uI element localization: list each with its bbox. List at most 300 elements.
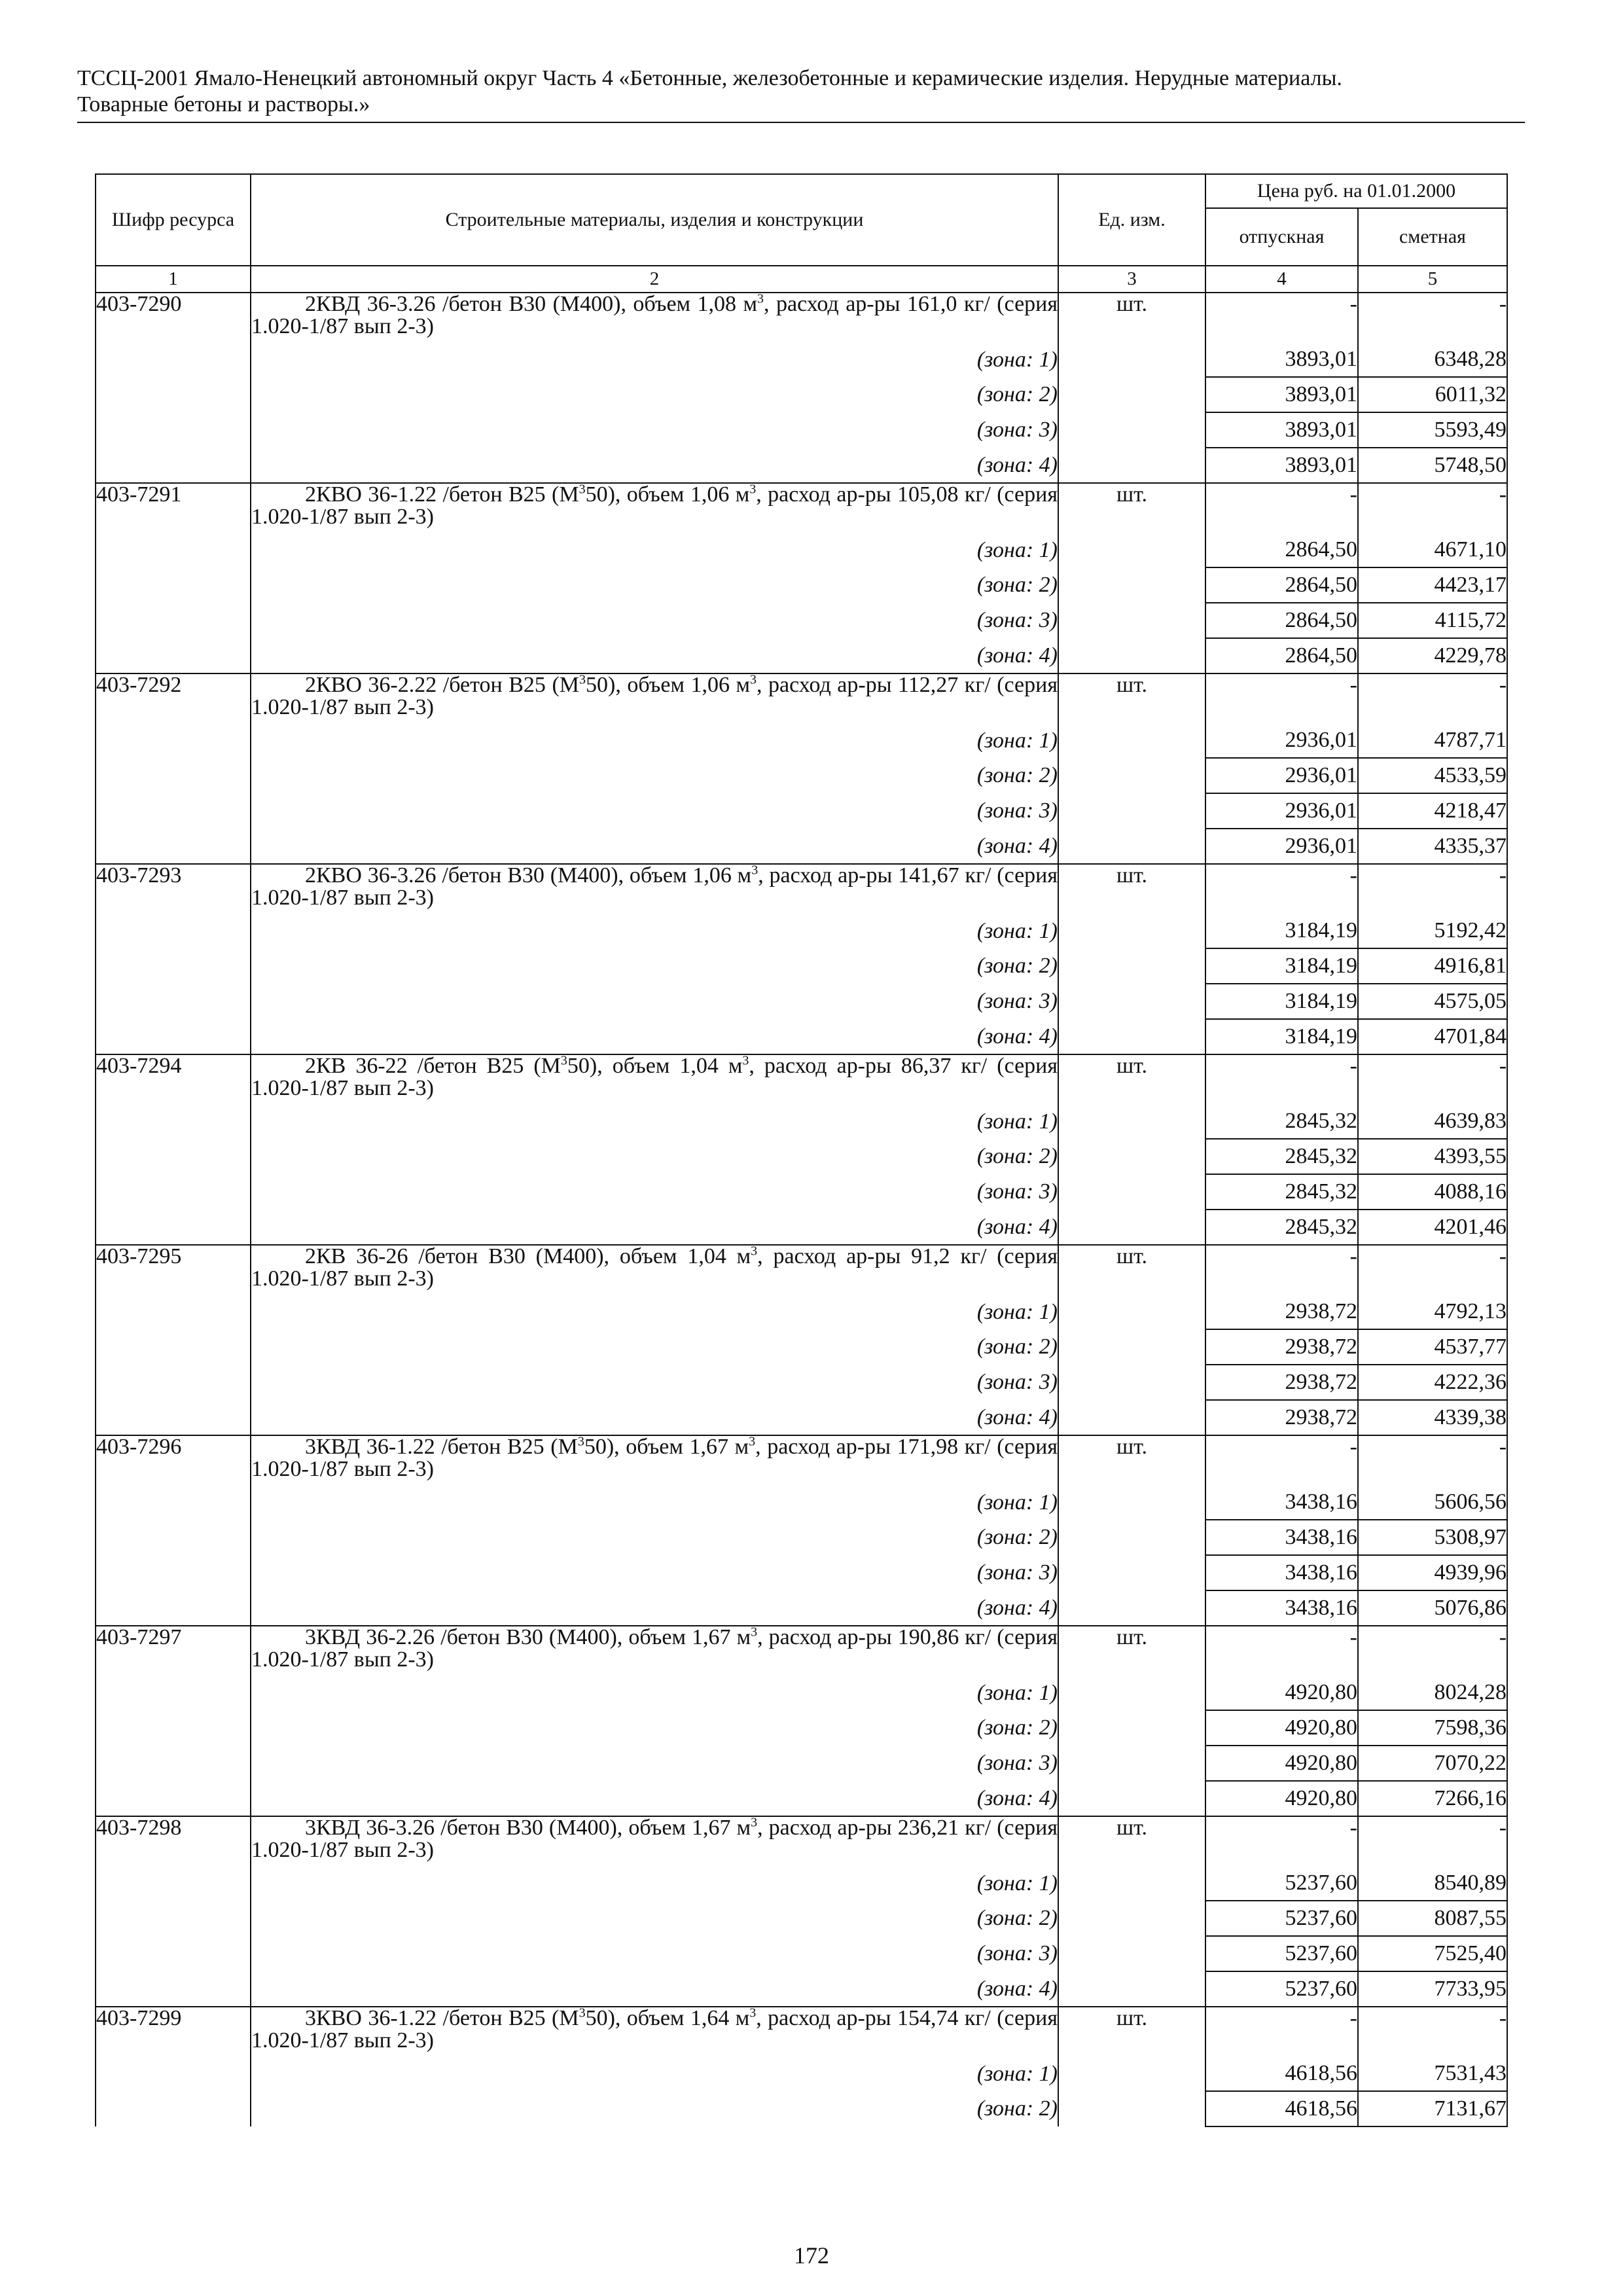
- header-estimate: сметная: [1358, 208, 1507, 266]
- unit-of-measure: шт.: [1058, 483, 1205, 533]
- release-price: 2845,32: [1205, 1174, 1358, 1210]
- zone-row: [96, 603, 1507, 638]
- column-number: 4: [1205, 266, 1358, 293]
- unit-of-measure: [1058, 1555, 1205, 1590]
- zone-label: (зона: 2): [251, 1329, 1058, 1365]
- release-price: 3184,19: [1205, 948, 1358, 984]
- estimate-price: 4701,84: [1358, 1019, 1507, 1054]
- estimate-price: -: [1358, 1816, 1507, 1866]
- material-name-part: 50), объем 1,06 м: [586, 673, 751, 697]
- resource-code: 403-7297: [96, 1626, 251, 1816]
- zone-row: [96, 412, 1507, 448]
- release-price: -: [1205, 1245, 1358, 1295]
- release-price: 4920,80: [1205, 1710, 1358, 1746]
- release-price: 4920,80: [1205, 1781, 1358, 1816]
- zone-label: (зона: 1): [251, 1295, 1058, 1329]
- release-price: 2936,01: [1205, 829, 1358, 864]
- zone-row: [96, 1866, 1507, 1901]
- material-name-part: 3КВО 36-1.22 /бетон В25 (М: [305, 2006, 579, 2030]
- unit-of-measure: [1058, 1866, 1205, 1901]
- material-name: [251, 1435, 1058, 1485]
- zone-row: [96, 533, 1507, 567]
- material-name-part: , расход ар-ры 161,0 кг/ (серия 1.020-1/87 вып 2-3): [251, 292, 1058, 338]
- estimate-price: 7131,67: [1358, 2091, 1507, 2126]
- release-price: 2845,32: [1205, 1210, 1358, 1245]
- estimate-price: 7525,40: [1358, 1936, 1507, 1971]
- zone-label: (зона: 4): [251, 829, 1058, 864]
- table-row: [96, 1054, 1507, 1104]
- zone-label: (зона: 3): [251, 1365, 1058, 1400]
- zone-row: [96, 1520, 1507, 1555]
- superscript: 3: [577, 1434, 584, 1449]
- estimate-price: -: [1358, 864, 1507, 914]
- material-name-part: 2КВО 36-3.26 /бетон В30 (М400), объем 1,06 м: [305, 863, 752, 888]
- resource-code: 403-7291: [96, 483, 251, 673]
- material-name-part: 3КВД 36-2.26 /бетон В30 (М400), объем 1,67 м: [305, 1625, 751, 1649]
- release-price: 3184,19: [1205, 1019, 1358, 1054]
- zone-row: [96, 914, 1507, 948]
- unit-of-measure: [1058, 377, 1205, 412]
- zone-label: (зона: 4): [251, 1019, 1058, 1054]
- release-price: 5237,60: [1205, 1936, 1358, 1971]
- release-price: 5237,60: [1205, 1901, 1358, 1936]
- zone-row: [96, 1019, 1507, 1054]
- material-name-part: , расход ар-ры 91,2 кг/ (серия 1.020-1/87 вып 2-3): [251, 1244, 1058, 1291]
- estimate-price: 4218,47: [1358, 793, 1507, 829]
- material-name-part: 50), объем 1,67 м: [584, 1435, 749, 1459]
- unit-of-measure: [1058, 533, 1205, 567]
- zone-row: [96, 1746, 1507, 1781]
- zone-row: [96, 342, 1507, 377]
- table-row: [96, 293, 1507, 342]
- header-rule: [77, 122, 1525, 123]
- release-price: 3438,16: [1205, 1555, 1358, 1590]
- release-price: 2864,50: [1205, 533, 1358, 567]
- unit-of-measure: [1058, 829, 1205, 864]
- release-price: 2938,72: [1205, 1365, 1358, 1400]
- release-price: 3438,16: [1205, 1520, 1358, 1555]
- zone-row: [96, 1210, 1507, 1245]
- superscript: 3: [751, 1815, 758, 1830]
- material-name-part: 2КВ 36-26 /бетон В30 (М400), объем 1,04 м: [305, 1244, 751, 1268]
- superscript: 3: [751, 1624, 758, 1640]
- price-table-body: [96, 293, 1507, 2126]
- estimate-price: -: [1358, 673, 1507, 723]
- unit-of-measure: [1058, 1590, 1205, 1626]
- zone-label: (зона: 2): [251, 567, 1058, 603]
- estimate-price: 4335,37: [1358, 829, 1507, 864]
- superscript: 3: [750, 672, 757, 687]
- estimate-price: -: [1358, 1435, 1507, 1485]
- unit-of-measure: [1058, 412, 1205, 448]
- material-name: [251, 2007, 1058, 2056]
- estimate-price: 5192,42: [1358, 914, 1507, 948]
- superscript: 3: [742, 1053, 749, 1068]
- estimate-price: 4339,38: [1358, 1400, 1507, 1435]
- release-price: 4920,80: [1205, 1676, 1358, 1710]
- estimate-price: 4787,71: [1358, 723, 1507, 758]
- zone-row: [96, 1555, 1507, 1590]
- unit-of-measure: [1058, 1710, 1205, 1746]
- zone-row: [96, 1936, 1507, 1971]
- resource-code: 403-7293: [96, 864, 251, 1054]
- unit-of-measure: [1058, 1139, 1205, 1174]
- unit-of-measure: [1058, 1971, 1205, 2007]
- zone-row: [96, 1901, 1507, 1936]
- zone-row: [96, 1174, 1507, 1210]
- zone-label: (зона: 2): [251, 948, 1058, 984]
- zone-label: (зона: 2): [251, 1710, 1058, 1746]
- estimate-price: 4229,78: [1358, 638, 1507, 673]
- resource-code: 403-7295: [96, 1245, 251, 1435]
- release-price: 3184,19: [1205, 914, 1358, 948]
- material-name-part: , расход ар-ры 141,67 кг/ (серия 1.020-1/87 вып 2-3): [251, 863, 1058, 910]
- material-name-part: 2КВД 36-3.26 /бетон В30 (М400), объем 1,08 м: [305, 292, 758, 316]
- zone-row: [96, 1590, 1507, 1626]
- release-price: -: [1205, 2007, 1358, 2056]
- estimate-price: 4792,13: [1358, 1295, 1507, 1329]
- column-number: 3: [1058, 266, 1205, 293]
- zone-row: [96, 1781, 1507, 1816]
- release-price: -: [1205, 1816, 1358, 1866]
- zone-row: [96, 1971, 1507, 2007]
- unit-of-measure: [1058, 723, 1205, 758]
- zone-label: (зона: 2): [251, 1901, 1058, 1936]
- zone-row: [96, 2056, 1507, 2091]
- superscript: 3: [757, 291, 764, 306]
- material-name: [251, 1054, 1058, 1104]
- zone-label: (зона: 1): [251, 342, 1058, 377]
- release-price: -: [1205, 483, 1358, 533]
- resource-code: 403-7290: [96, 293, 251, 483]
- release-price: 3893,01: [1205, 448, 1358, 483]
- zone-label: (зона: 3): [251, 984, 1058, 1019]
- release-price: 3893,01: [1205, 377, 1358, 412]
- zone-row: [96, 1710, 1507, 1746]
- zone-label: (зона: 1): [251, 1676, 1058, 1710]
- unit-of-measure: [1058, 914, 1205, 948]
- estimate-price: 4939,96: [1358, 1555, 1507, 1590]
- page-number: 172: [794, 2242, 829, 2269]
- unit-of-measure: шт.: [1058, 1435, 1205, 1485]
- unit-of-measure: [1058, 948, 1205, 984]
- superscript: 3: [751, 1244, 758, 1259]
- zone-row: [96, 984, 1507, 1019]
- zone-label: (зона: 2): [251, 1139, 1058, 1174]
- unit-of-measure: [1058, 1295, 1205, 1329]
- release-price: 2845,32: [1205, 1104, 1358, 1139]
- release-price: 3438,16: [1205, 1485, 1358, 1520]
- material-name-part: , расход ар-ры 112,27 кг/ (серия 1.020-1/87 вып 2-3): [251, 673, 1058, 719]
- price-table: [95, 173, 1508, 2127]
- unit-of-measure: [1058, 1936, 1205, 1971]
- unit-of-measure: [1058, 1365, 1205, 1400]
- resource-code: 403-7296: [96, 1435, 251, 1626]
- estimate-price: 4575,05: [1358, 984, 1507, 1019]
- estimate-price: 7070,22: [1358, 1746, 1507, 1781]
- estimate-price: 6011,32: [1358, 377, 1507, 412]
- zone-label: (зона: 1): [251, 1485, 1058, 1520]
- estimate-price: -: [1358, 1054, 1507, 1104]
- estimate-price: 8024,28: [1358, 1676, 1507, 1710]
- material-name-part: 2КВ 36-22 /бетон В25 (М: [305, 1054, 561, 1078]
- material-name: [251, 1816, 1058, 1866]
- zone-row: [96, 829, 1507, 864]
- zone-row: [96, 1485, 1507, 1520]
- release-price: 4920,80: [1205, 1746, 1358, 1781]
- table-row: [96, 1816, 1507, 1866]
- estimate-price: 8087,55: [1358, 1901, 1507, 1936]
- superscript: 3: [579, 672, 586, 687]
- zone-label: (зона: 3): [251, 1936, 1058, 1971]
- estimate-price: 5076,86: [1358, 1590, 1507, 1626]
- unit-of-measure: [1058, 2056, 1205, 2091]
- release-price: 2938,72: [1205, 1295, 1358, 1329]
- column-number: 2: [251, 266, 1058, 293]
- unit-of-measure: шт.: [1058, 2007, 1205, 2056]
- estimate-price: -: [1358, 1245, 1507, 1295]
- zone-row: [96, 948, 1507, 984]
- zone-label: (зона: 1): [251, 723, 1058, 758]
- table-row: [96, 864, 1507, 914]
- estimate-price: 4088,16: [1358, 1174, 1507, 1210]
- unit-of-measure: шт.: [1058, 864, 1205, 914]
- material-name-part: 3КВД 36-3.26 /бетон В30 (М400), объем 1,67 м: [305, 1816, 751, 1840]
- release-price: 2845,32: [1205, 1139, 1358, 1174]
- column-number: 5: [1358, 266, 1507, 293]
- superscript: 3: [749, 2005, 757, 2020]
- resource-code: 403-7294: [96, 1054, 251, 1245]
- superscript: 3: [579, 482, 586, 497]
- release-price: 2864,50: [1205, 603, 1358, 638]
- zone-row: [96, 1139, 1507, 1174]
- estimate-price: 7598,36: [1358, 1710, 1507, 1746]
- zone-row: [96, 1676, 1507, 1710]
- material-name-part: , расход ар-ры 190,86 кг/ (серия 1.020-1/87 вып 2-3): [251, 1625, 1058, 1672]
- table-row: [96, 483, 1507, 533]
- header-release: отпускная: [1205, 208, 1358, 266]
- unit-of-measure: [1058, 793, 1205, 829]
- zone-label: (зона: 3): [251, 412, 1058, 448]
- zone-label: (зона: 2): [251, 377, 1058, 412]
- release-price: 4618,56: [1205, 2056, 1358, 2091]
- zone-label: (зона: 3): [251, 793, 1058, 829]
- estimate-price: 4222,36: [1358, 1365, 1507, 1400]
- zone-row: [96, 758, 1507, 793]
- estimate-price: -: [1358, 293, 1507, 342]
- estimate-price: 4201,46: [1358, 1210, 1507, 1245]
- unit-of-measure: [1058, 984, 1205, 1019]
- zone-row: [96, 1104, 1507, 1139]
- superscript: 3: [749, 1434, 756, 1449]
- unit-of-measure: шт.: [1058, 293, 1205, 342]
- release-price: 2864,50: [1205, 567, 1358, 603]
- estimate-price: 4916,81: [1358, 948, 1507, 984]
- zone-label: (зона: 4): [251, 638, 1058, 673]
- zone-label: (зона: 1): [251, 914, 1058, 948]
- header-price: Цена руб. на 01.01.2000: [1205, 174, 1507, 208]
- resource-code: 403-7299: [96, 2007, 251, 2126]
- table-row: [96, 673, 1507, 723]
- unit-of-measure: [1058, 1520, 1205, 1555]
- estimate-price: 4671,10: [1358, 533, 1507, 567]
- estimate-price: -: [1358, 1626, 1507, 1676]
- material-name: [251, 483, 1058, 533]
- estimate-price: 7266,16: [1358, 1781, 1507, 1816]
- material-name: [251, 1245, 1058, 1295]
- material-name-part: 2КВО 36-2.22 /бетон В25 (М: [305, 673, 579, 697]
- header-name: Строительные материалы, изделия и конструкции: [251, 174, 1058, 266]
- zone-row: [96, 448, 1507, 483]
- zone-label: (зона: 3): [251, 1746, 1058, 1781]
- zone-label: (зона: 3): [251, 1555, 1058, 1590]
- zone-label: (зона: 3): [251, 603, 1058, 638]
- release-price: 2864,50: [1205, 638, 1358, 673]
- estimate-price: 7531,43: [1358, 2056, 1507, 2091]
- superscript: 3: [560, 1053, 567, 1068]
- release-price: 3893,01: [1205, 342, 1358, 377]
- estimate-price: 4639,83: [1358, 1104, 1507, 1139]
- estimate-price: 4533,59: [1358, 758, 1507, 793]
- unit-of-measure: [1058, 1485, 1205, 1520]
- table-row: [96, 1435, 1507, 1485]
- unit-of-measure: [1058, 2091, 1205, 2126]
- zone-row: [96, 1329, 1507, 1365]
- unit-of-measure: [1058, 1210, 1205, 1245]
- estimate-price: 4537,77: [1358, 1329, 1507, 1365]
- unit-of-measure: [1058, 758, 1205, 793]
- zone-row: [96, 638, 1507, 673]
- zone-label: (зона: 1): [251, 533, 1058, 567]
- superscript: 3: [751, 863, 758, 878]
- zone-label: (зона: 1): [251, 2056, 1058, 2091]
- material-name-part: , расход ар-ры 236,21 кг/ (серия 1.020-1/87 вып 2-3): [251, 1816, 1058, 1862]
- zone-label: (зона: 4): [251, 1781, 1058, 1816]
- zone-label: (зона: 4): [251, 1210, 1058, 1245]
- header-line-1: ТССЦ-2001 Ямало-Ненецкий автономный округ Часть 4 «Бетонные, железобетонные и керамические изделия. Нерудные материалы.: [77, 66, 1342, 90]
- zone-label: (зона: 2): [251, 2091, 1058, 2126]
- unit-of-measure: [1058, 1400, 1205, 1435]
- material-name-part: , расход ар-ры 171,98 кг/ (серия 1.020-1/87 вып 2-3): [251, 1435, 1058, 1481]
- unit-of-measure: [1058, 1781, 1205, 1816]
- zone-label: (зона: 4): [251, 1971, 1058, 2007]
- zone-row: [96, 1295, 1507, 1329]
- header-code: Шифр ресурса: [96, 174, 251, 266]
- document-header: [77, 65, 1525, 118]
- unit-of-measure: [1058, 1329, 1205, 1365]
- material-name-part: 50), объем 1,04 м: [567, 1054, 743, 1078]
- release-price: 5237,60: [1205, 1971, 1358, 2007]
- material-name: [251, 1626, 1058, 1676]
- zone-row: [96, 567, 1507, 603]
- release-price: -: [1205, 673, 1358, 723]
- estimate-price: 4423,17: [1358, 567, 1507, 603]
- zone-label: (зона: 4): [251, 448, 1058, 483]
- unit-of-measure: [1058, 1104, 1205, 1139]
- release-price: -: [1205, 864, 1358, 914]
- estimate-price: 5748,50: [1358, 448, 1507, 483]
- material-name: [251, 673, 1058, 723]
- table-row: [96, 2007, 1507, 2056]
- zone-label: (зона: 2): [251, 758, 1058, 793]
- material-name: [251, 293, 1058, 342]
- zone-label: (зона: 4): [251, 1400, 1058, 1435]
- release-price: -: [1205, 1054, 1358, 1104]
- release-price: 2936,01: [1205, 758, 1358, 793]
- material-name-part: 2КВО 36-1.22 /бетон В25 (М: [305, 482, 579, 507]
- estimate-price: 6348,28: [1358, 342, 1507, 377]
- header-line-2: Товарные бетоны и растворы.»: [77, 92, 370, 117]
- unit-of-measure: шт.: [1058, 1054, 1205, 1104]
- estimate-price: -: [1358, 483, 1507, 533]
- superscript: 3: [749, 482, 757, 497]
- estimate-price: 5606,56: [1358, 1485, 1507, 1520]
- release-price: -: [1205, 1626, 1358, 1676]
- zone-label: (зона: 4): [251, 1590, 1058, 1626]
- unit-of-measure: [1058, 1746, 1205, 1781]
- unit-of-measure: [1058, 342, 1205, 377]
- material-name: [251, 864, 1058, 914]
- zone-row: [96, 1400, 1507, 1435]
- estimate-price: 8540,89: [1358, 1866, 1507, 1901]
- estimate-price: 4115,72: [1358, 603, 1507, 638]
- material-name-part: , расход ар-ры 105,08 кг/ (серия 1.020-1/87 вып 2-3): [251, 482, 1058, 529]
- unit-of-measure: [1058, 1174, 1205, 1210]
- zone-row: [96, 793, 1507, 829]
- estimate-price: 5308,97: [1358, 1520, 1507, 1555]
- zone-label: (зона: 2): [251, 1520, 1058, 1555]
- estimate-price: -: [1358, 2007, 1507, 2056]
- release-price: 2936,01: [1205, 723, 1358, 758]
- release-price: -: [1205, 1435, 1358, 1485]
- unit-of-measure: шт.: [1058, 673, 1205, 723]
- estimate-price: 7733,95: [1358, 1971, 1507, 2007]
- unit-of-measure: [1058, 1901, 1205, 1936]
- resource-code: 403-7292: [96, 673, 251, 864]
- material-name-part: 3КВД 36-1.22 /бетон В25 (М: [305, 1435, 578, 1459]
- header-unit: Ед. изм.: [1058, 174, 1205, 266]
- release-price: 3184,19: [1205, 984, 1358, 1019]
- release-price: -: [1205, 293, 1358, 342]
- resource-code: 403-7298: [96, 1816, 251, 2007]
- unit-of-measure: [1058, 567, 1205, 603]
- release-price: 2936,01: [1205, 793, 1358, 829]
- release-price: 3893,01: [1205, 412, 1358, 448]
- release-price: 3438,16: [1205, 1590, 1358, 1626]
- superscript: 3: [579, 2005, 586, 2020]
- unit-of-measure: [1058, 448, 1205, 483]
- unit-of-measure: шт.: [1058, 1626, 1205, 1676]
- zone-label: (зона: 3): [251, 1174, 1058, 1210]
- estimate-price: 5593,49: [1358, 412, 1507, 448]
- table-row: [96, 1626, 1507, 1676]
- material-name-part: 50), объем 1,06 м: [585, 482, 750, 507]
- material-name-part: , расход ар-ры 154,74 кг/ (серия 1.020-1/87 вып 2-3): [251, 2006, 1058, 2053]
- material-name-part: , расход ар-ры 86,37 кг/ (серия 1.020-1/87 вып 2-3): [251, 1054, 1058, 1100]
- release-price: 2938,72: [1205, 1329, 1358, 1365]
- zone-row: [96, 2091, 1507, 2126]
- unit-of-measure: [1058, 1676, 1205, 1710]
- zone-row: [96, 1365, 1507, 1400]
- unit-of-measure: шт.: [1058, 1245, 1205, 1295]
- zone-label: (зона: 1): [251, 1104, 1058, 1139]
- zone-label: (зона: 1): [251, 1866, 1058, 1901]
- zone-row: [96, 377, 1507, 412]
- estimate-price: 4393,55: [1358, 1139, 1507, 1174]
- unit-of-measure: [1058, 1019, 1205, 1054]
- table-row: [96, 1245, 1507, 1295]
- column-number: 1: [96, 266, 251, 293]
